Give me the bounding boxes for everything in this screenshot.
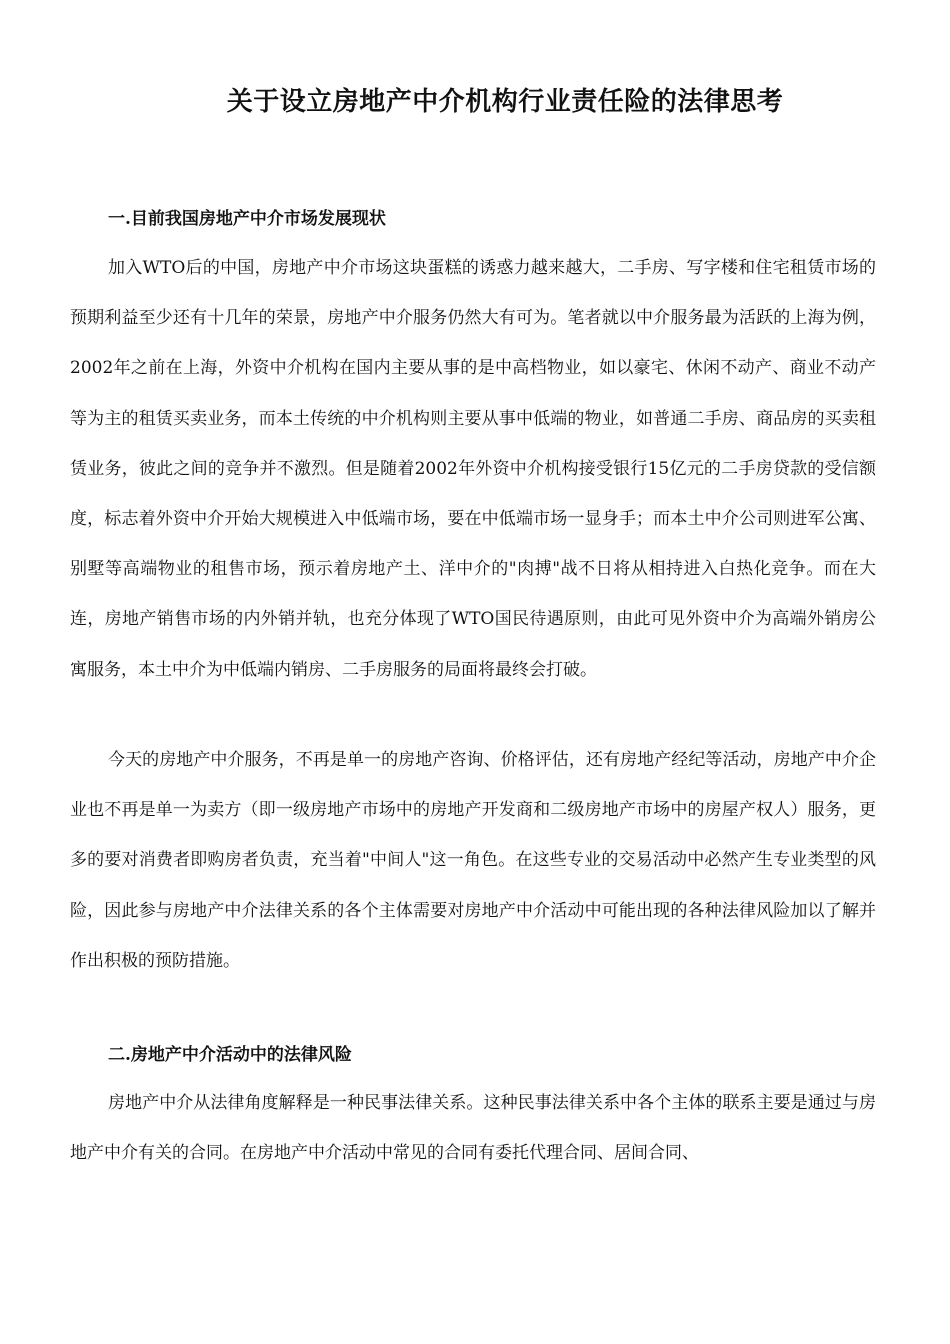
section-heading-2: 二.房地产中介活动中的法律风险 [108,1045,352,1065]
section-heading-1: 一.目前我国房地产中介市场发展现状 [108,209,386,229]
document-title: 关于设立房地产中介机构行业责任险的法律思考 [226,87,784,117]
section-1-paragraph-1: 加入WTO后的中国，房地产中介市场这块蛋糕的诱惑力越来越大，二手房、写字楼和住宅租赁市场的预期利益至少还有十几年的荣景，房地产中介服务仍然大有可为。笔者就以中介服务最为活跃的上海为例，2002年之前在上海，外资中介机构在国内主要从事的是中高档物业，如以豪宅、休闲不动产、商业不动产等为主的租赁买卖业务，而本土传统的中介机构则主要从事中低端的物业，如普通二手房、商品房的买卖租赁业务，彼此之间的竞争并不激烈。但是随着2002年外资中介机构接受银行15亿元的二手房贷款的受信额度，标志着外资中介开始大规模进入中低端市场，要在中低端市场一显身手；而本土中介公司则进军公寓、别墅等高端物业的租售市场，预示着房地产土、洋中介的"肉搏"战不日将从相持进入白热化竞争。而在大连，房地产销售市场的内外销并轨，也充分体现了WTO国民待遇原则，由此可见外资中介为高端外销房公寓服务，本土中介为中低端内销房、二手房服务的局面将最终会打破。 [70,258,876,680]
section-2-paragraph-1: 房地产中介从法律角度解释是一种民事法律关系。这种民事法律关系中各个主体的联系主要是通过与房地产中介有关的合同。在房地产中介活动中常见的合同有委托代理合同、居间合同、 [70,1093,876,1164]
section-1-paragraph-2: 今天的房地产中介服务，不再是单一的房地产咨询、价格评估，还有房地产经纪等活动，房地产中介企业也不再是单一为卖方（即一级房地产市场中的房地产开发商和二级房地产市场中的房屋产权人）服务，更多的要对消费者即购房者负责，充当着"中间人"这一角色。在这些专业的交易活动中必然产生专业类型的风险，因此参与房地产中介法律关系的各个主体需要对房地产中介活动中可能出现的各种法律风险加以了解并作出积极的预防措施。 [70,750,876,971]
